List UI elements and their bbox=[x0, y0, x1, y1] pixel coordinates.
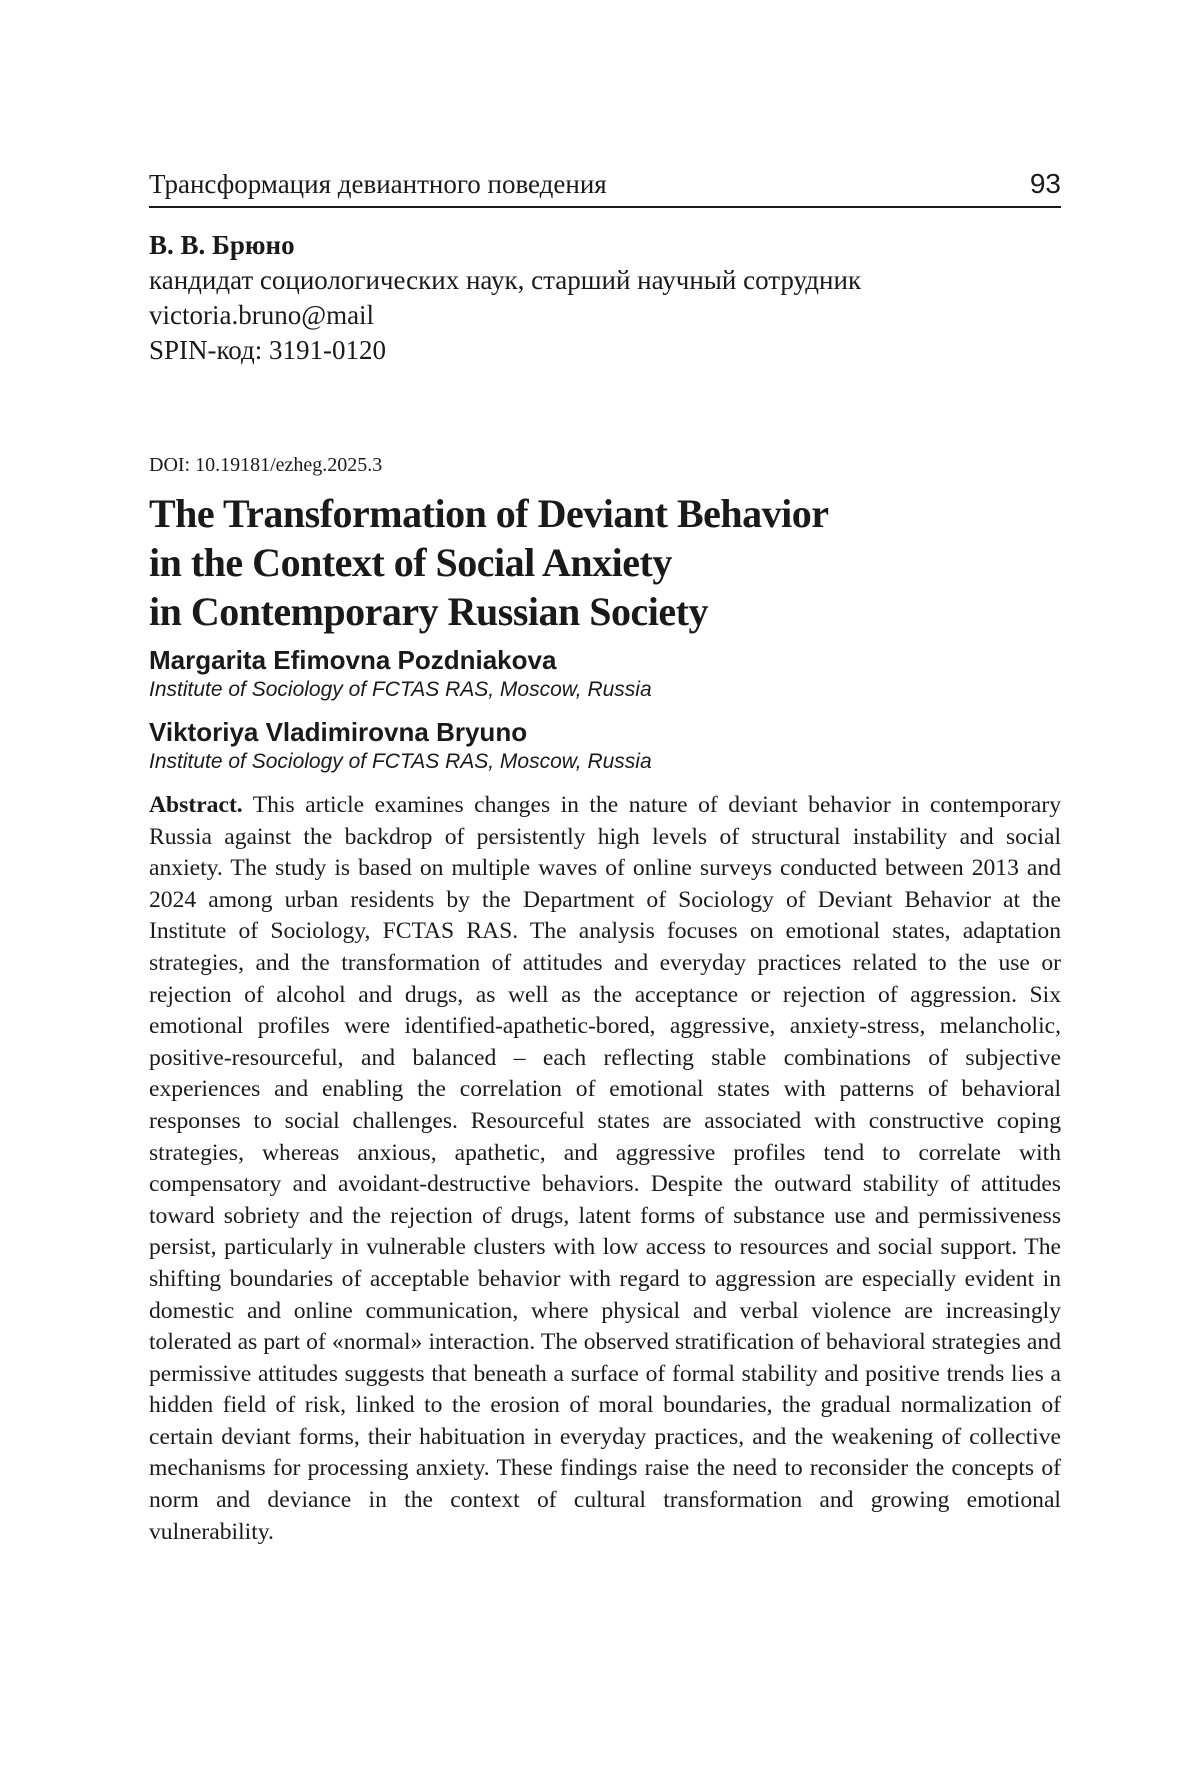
author-entry bbox=[149, 644, 1061, 704]
article-title: The Transformation of Deviant Behavior in the Context of Social Anxiety in Contemporary Russian Society bbox=[149, 491, 829, 634]
author-position: кандидат социологических наук, старший научный сотрудник bbox=[149, 265, 862, 295]
journal-page bbox=[149, 168, 1061, 1572]
abstract-text: This article examines changes in the nature of deviant behavior in contemporary Russia against the backdrop of persistently high levels of structural instability and social anxiety. The study is based on multiple waves of online surveys conducted between 2013 and 2024 among urban residents by the Department of Sociology of Deviant Behavior at the Institute of Sociology, FCTAS RAS. The analysis focuses on emotional states, adaptation strategies, and the transformation of attitudes and everyday practices related to the use or rejection of alcohol and drugs, as well as the acceptance or rejection of aggression. Six emotional profiles were identified-apathetic-bored, aggressive, anxiety-stress, melancholic, positive-resourceful, and balanced – each reflecting stable combinations of subjective experiences and enabling the correlation of emotional states with patterns of behavioral responses to social challenges. Resourceful states are associated with constructive coping strategies, whereas anxious, apathetic, and aggressive profiles tend to correlate with compensatory and avoidant-destructive behaviors. Despite the outward stability of attitudes toward sobriety and the rejection of drugs, latent forms of substance use and permissiveness persist, particularly in vulnerable clusters with low access to resources and social support. The shifting boundaries of acceptable behavior with regard to aggression are especially evident in domestic and online communication, where physical and verbal violence are increasingly tolerated as part of «normal» interaction. The observed stratification of behavioral strategies and permissive attitudes suggests that beneath a surface of formal stability and positive trends lies a hidden field of risk, linked to the erosion of moral boundaries, the gradual normalization of certain deviant forms, their habituation in everyday practices, and the weakening of collective mechanisms for processing anxiety. These findings raise the need to reconsider the concepts of norm and deviance in the context of cultural transformation and growing emotional vulnerability. bbox=[149, 792, 1061, 1545]
page-number: 93 bbox=[1029, 168, 1061, 199]
author-entry bbox=[149, 716, 1061, 776]
author-info-block bbox=[149, 228, 1061, 368]
author-name: Margarita Efimovna Pozdniakova bbox=[149, 645, 557, 675]
author-affiliation: Institute of Sociology of FCTAS RAS, Moscow, Russia bbox=[149, 750, 652, 773]
abstract-label: Abstract. bbox=[149, 792, 243, 818]
author-email: victoria.bruno@mail bbox=[149, 300, 375, 330]
running-head bbox=[149, 168, 1061, 208]
author-affiliation: Institute of Sociology of FCTAS RAS, Moscow, Russia bbox=[149, 678, 652, 701]
doi: DOI: 10.19181/ezheg.2025.3 bbox=[149, 454, 383, 476]
abstract bbox=[149, 790, 1061, 1548]
running-head-title: Трансформация девиантного поведения bbox=[149, 169, 607, 199]
author-name: Viktoriya Vladimirovna Bryuno bbox=[149, 717, 528, 747]
author-name-ru: В. В. Брюно bbox=[149, 230, 295, 260]
author-spin-code: SPIN-код: 3191-0120 bbox=[149, 335, 386, 365]
